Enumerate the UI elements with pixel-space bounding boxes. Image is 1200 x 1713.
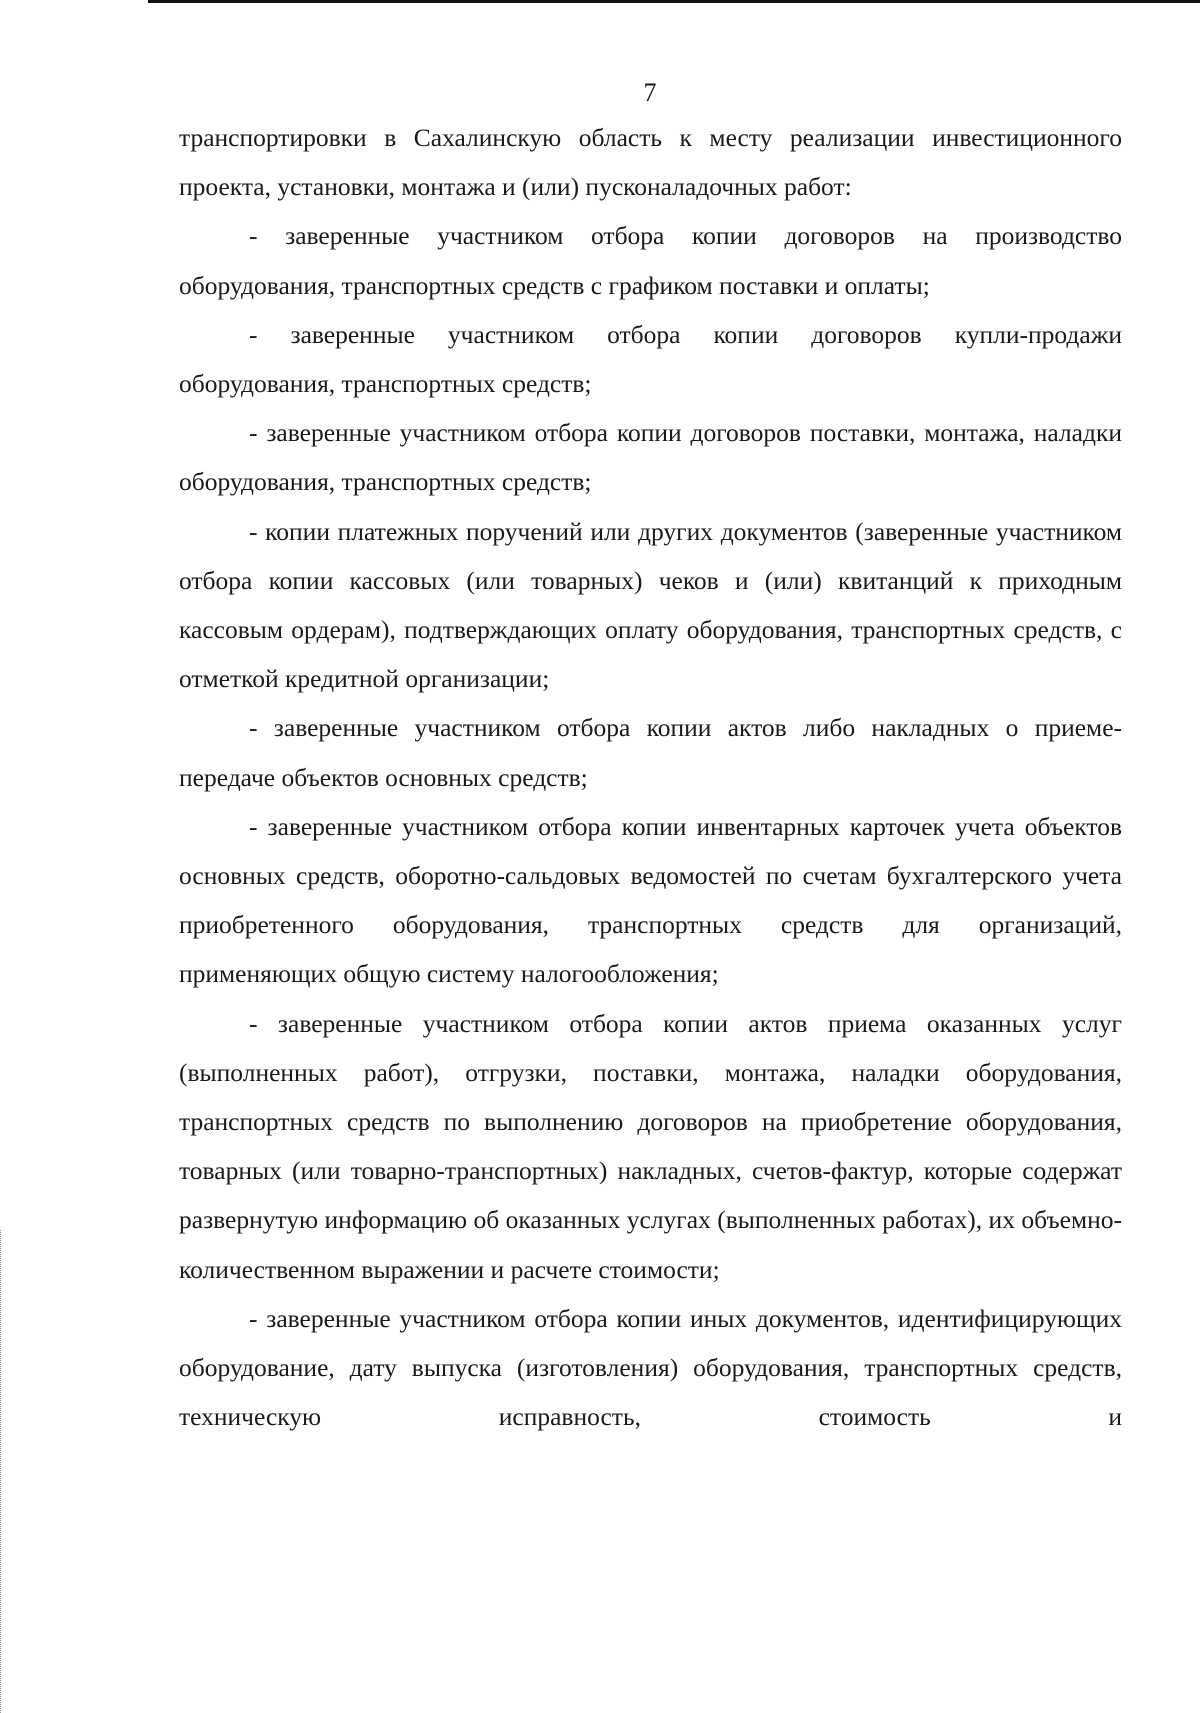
- list-item-inventory-cards: - заверенные участником отбора копии инвентарных карточек учета объектов основных средств, оборотно-сальдовых ведомостей по счетам бухгалтерского учета приобретенного оборудования, транспортных средств для организаций, применяющих общую систему налогообложения;: [179, 811, 1122, 989]
- list-item-supply-contracts: - заверенные участником отбора копии договоров поставки, монтажа, наладки оборудования, транспортных средств;: [179, 418, 1122, 497]
- paragraph-continuation: транспортировки в Сахалинскую область к месту реализации инвестиционного проекта, установки, монтажа и (или) пусконаладочных работ:: [179, 123, 1122, 202]
- page-number: 7: [643, 78, 657, 107]
- scan-edge-marks: [0, 1230, 3, 1713]
- list-item-payment-orders: - копии платежных поручений или других документов (заверенные участником отбора копии кассовых (или товарных) чеков и (или) квитанций к приходным кассовым ордерам), подтверждающих оплату оборудования, транспортных средств, с отметкой кредитной организации;: [179, 516, 1122, 694]
- list-item-production-contracts: - заверенные участником отбора копии договоров на производство оборудования, транспортных средств с графиком поставки и оплаты;: [179, 221, 1122, 300]
- list-item-service-acts: - заверенные участником отбора копии актов приема оказанных услуг (выполненных работ), отгрузки, поставки, монтажа, наладки оборудования, транспортных средств по выполнению договоров на приобретение оборудования, товарных (или товарно-транспортных) накладных, счетов-фактур, которые содержат развернутую информацию об оказанных услугах (выполненных работах), их объемно-количественном выражении и расчете стоимости;: [179, 1008, 1122, 1284]
- document-body: [179, 113, 1122, 1441]
- top-border-line: [148, 0, 1200, 3]
- list-item-transfer-acts: - заверенные участником отбора копии актов либо накладных о приеме-передаче объектов основных средств;: [179, 713, 1122, 792]
- list-item-purchase-contracts: - заверенные участником отбора копии договоров купли-продажи оборудования, транспортных средств;: [179, 319, 1122, 399]
- list-item-other-documents: - заверенные участником отбора копии иных документов, идентифицирующих оборудование, дату выпуска (изготовления) оборудования, транспортных средств, техническую исправность, стоимость и: [179, 1303, 1122, 1432]
